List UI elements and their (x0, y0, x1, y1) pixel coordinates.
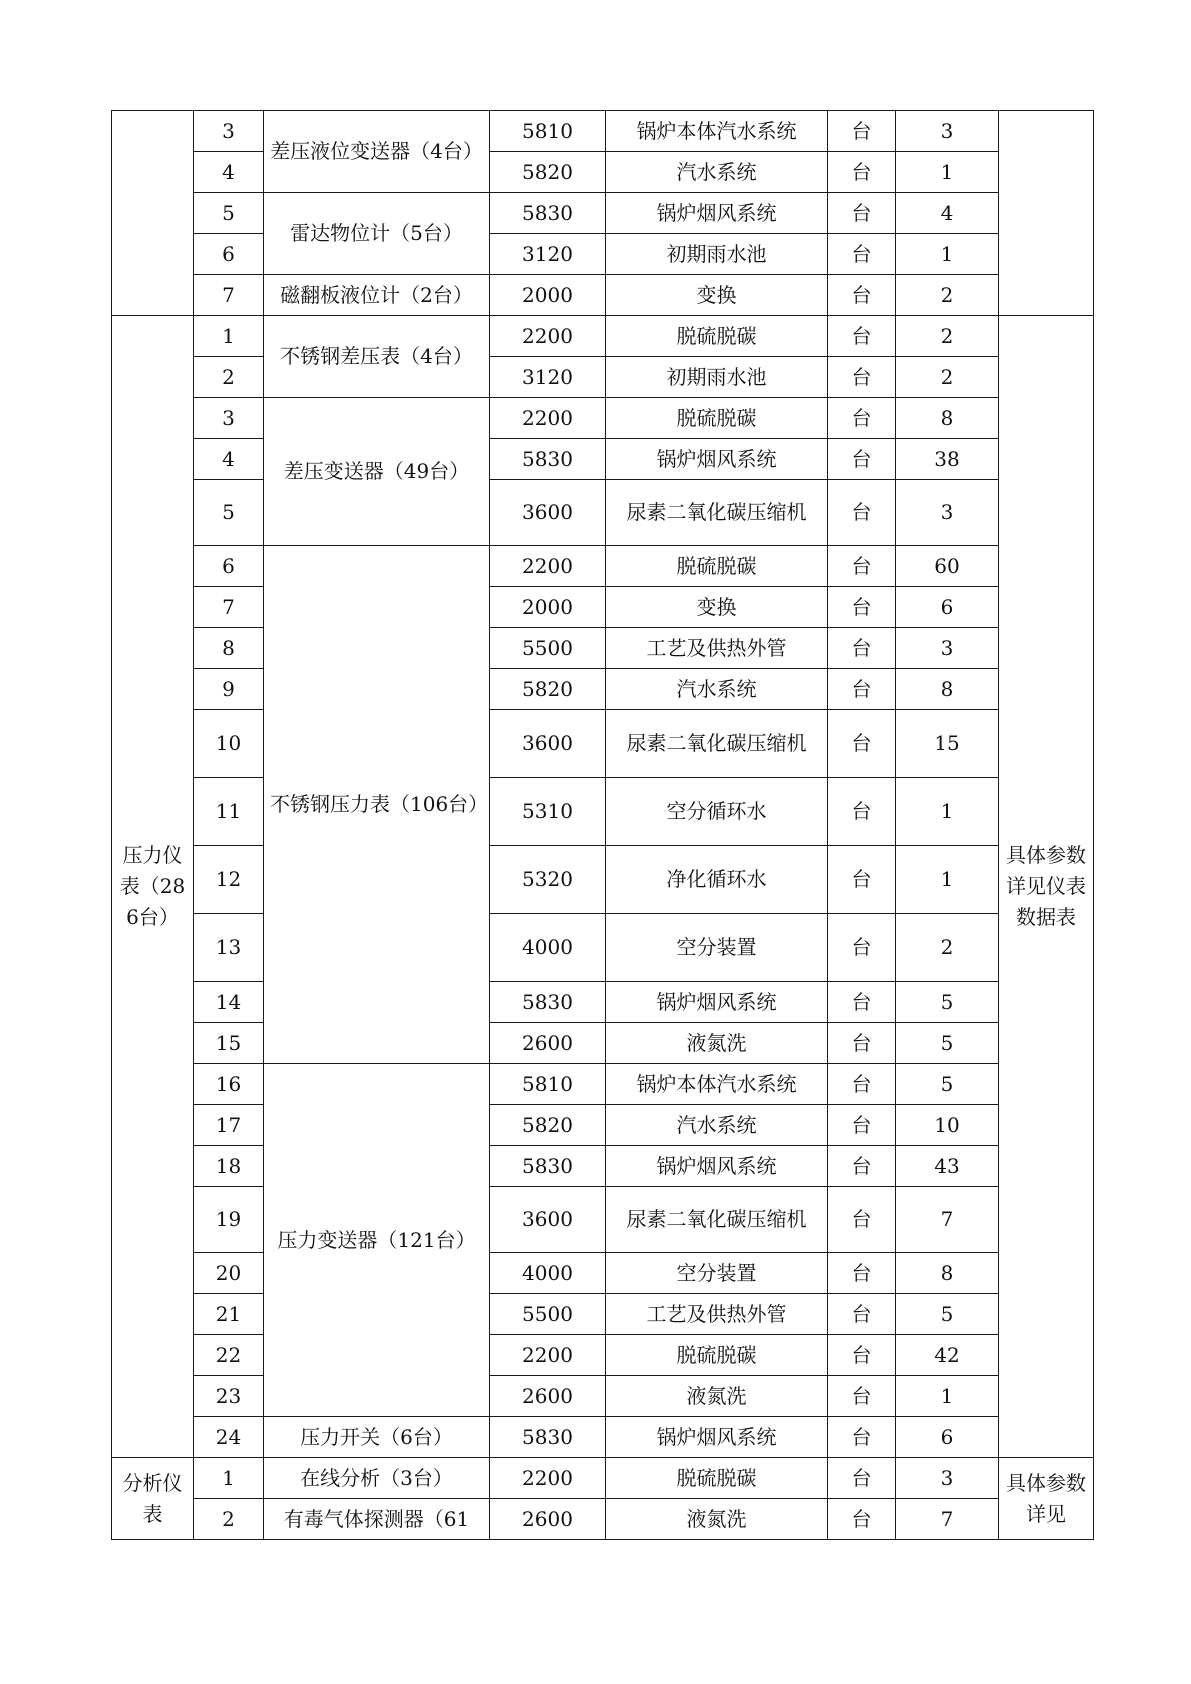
serial-number-cell: 12 (194, 846, 264, 914)
table-row (112, 546, 1094, 587)
table-row (112, 1253, 1094, 1294)
area-code-cell: 2200 (490, 1335, 606, 1376)
quantity-cell: 3 (896, 1458, 999, 1499)
serial-number-cell: 1 (194, 1458, 264, 1499)
serial-number-cell: 21 (194, 1294, 264, 1335)
serial-number-cell: 18 (194, 1146, 264, 1187)
system-cell: 初期雨水池 (606, 234, 828, 275)
serial-number-cell: 16 (194, 1064, 264, 1105)
serial-number-cell: 19 (194, 1187, 264, 1253)
table-row (112, 1294, 1094, 1335)
area-code-cell: 2600 (490, 1023, 606, 1064)
quantity-cell: 5 (896, 1064, 999, 1105)
system-cell: 液氮洗 (606, 1023, 828, 1064)
serial-number-cell: 17 (194, 1105, 264, 1146)
system-cell: 锅炉本体汽水系统 (606, 111, 828, 152)
system-cell: 尿素二氧化碳压缩机 (606, 480, 828, 546)
system-cell: 脱硫脱碳 (606, 546, 828, 587)
system-cell: 空分循环水 (606, 778, 828, 846)
remark-cell: 具体参数详见 (999, 1458, 1094, 1540)
area-code-cell: 5830 (490, 1146, 606, 1187)
area-code-cell: 5500 (490, 628, 606, 669)
unit-cell: 台 (828, 1499, 896, 1540)
quantity-cell: 1 (896, 778, 999, 846)
system-cell: 脱硫脱碳 (606, 1335, 828, 1376)
unit-cell: 台 (828, 1064, 896, 1105)
system-cell: 汽水系统 (606, 669, 828, 710)
remark-cell (999, 111, 1094, 316)
unit-cell: 台 (828, 982, 896, 1023)
quantity-cell: 8 (896, 669, 999, 710)
quantity-cell: 2 (896, 275, 999, 316)
system-cell: 锅炉本体汽水系统 (606, 1064, 828, 1105)
table-row (112, 914, 1094, 982)
quantity-cell: 6 (896, 1417, 999, 1458)
quantity-cell: 3 (896, 628, 999, 669)
unit-cell: 台 (828, 234, 896, 275)
unit-cell: 台 (828, 1335, 896, 1376)
area-code-cell: 5820 (490, 1105, 606, 1146)
area-code-cell: 2200 (490, 398, 606, 439)
serial-number-cell: 11 (194, 778, 264, 846)
system-cell: 变换 (606, 587, 828, 628)
unit-cell: 台 (828, 710, 896, 778)
system-cell: 净化循环水 (606, 846, 828, 914)
instrument-name-cell: 差压变送器（49台） (264, 398, 490, 546)
serial-number-cell: 9 (194, 669, 264, 710)
quantity-cell: 1 (896, 846, 999, 914)
table-row (112, 1376, 1094, 1417)
category-cell: 压力仪表（286台） (112, 316, 194, 1458)
system-cell: 空分装置 (606, 1253, 828, 1294)
system-cell: 脱硫脱碳 (606, 1458, 828, 1499)
instrument-name-cell: 雷达物位计（5台） (264, 193, 490, 275)
serial-number-cell: 2 (194, 1499, 264, 1540)
serial-number-cell: 24 (194, 1417, 264, 1458)
system-cell: 工艺及供热外管 (606, 1294, 828, 1335)
serial-number-cell: 5 (194, 480, 264, 546)
area-code-cell: 2000 (490, 587, 606, 628)
quantity-cell: 10 (896, 1105, 999, 1146)
system-cell: 工艺及供热外管 (606, 628, 828, 669)
area-code-cell: 5810 (490, 111, 606, 152)
quantity-cell: 5 (896, 982, 999, 1023)
table-row (112, 710, 1094, 778)
quantity-cell: 3 (896, 111, 999, 152)
serial-number-cell: 8 (194, 628, 264, 669)
quantity-cell: 38 (896, 439, 999, 480)
unit-cell: 台 (828, 1023, 896, 1064)
instrument-name-cell: 在线分析（3台） (264, 1458, 490, 1499)
serial-number-cell: 4 (194, 152, 264, 193)
unit-cell: 台 (828, 546, 896, 587)
system-cell: 汽水系统 (606, 152, 828, 193)
table-row (112, 1335, 1094, 1376)
unit-cell: 台 (828, 316, 896, 357)
instrument-name-cell: 压力开关（6台） (264, 1417, 490, 1458)
table-row (112, 982, 1094, 1023)
system-cell: 锅炉烟风系统 (606, 982, 828, 1023)
unit-cell: 台 (828, 275, 896, 316)
serial-number-cell: 22 (194, 1335, 264, 1376)
quantity-cell: 1 (896, 234, 999, 275)
quantity-cell: 3 (896, 480, 999, 546)
instrument-name-cell: 差压液位变送器（4台） (264, 111, 490, 193)
serial-number-cell: 10 (194, 710, 264, 778)
area-code-cell: 2600 (490, 1499, 606, 1540)
serial-number-cell: 7 (194, 587, 264, 628)
table-row (112, 152, 1094, 193)
area-code-cell: 5820 (490, 669, 606, 710)
quantity-cell: 60 (896, 546, 999, 587)
instrument-name-cell: 不锈钢差压表（4台） (264, 316, 490, 398)
system-cell: 脱硫脱碳 (606, 316, 828, 357)
serial-number-cell: 23 (194, 1376, 264, 1417)
system-cell: 脱硫脱碳 (606, 398, 828, 439)
table-row (112, 628, 1094, 669)
system-cell: 液氮洗 (606, 1499, 828, 1540)
area-code-cell: 5820 (490, 152, 606, 193)
area-code-cell: 5830 (490, 1417, 606, 1458)
system-cell: 初期雨水池 (606, 357, 828, 398)
table-row (112, 846, 1094, 914)
quantity-cell: 2 (896, 316, 999, 357)
system-cell: 锅炉烟风系统 (606, 1417, 828, 1458)
unit-cell: 台 (828, 587, 896, 628)
quantity-cell: 15 (896, 710, 999, 778)
quantity-cell: 6 (896, 587, 999, 628)
system-cell: 尿素二氧化碳压缩机 (606, 1187, 828, 1253)
table-row (112, 669, 1094, 710)
serial-number-cell: 13 (194, 914, 264, 982)
unit-cell: 台 (828, 1105, 896, 1146)
unit-cell: 台 (828, 914, 896, 982)
system-cell: 锅炉烟风系统 (606, 193, 828, 234)
unit-cell: 台 (828, 111, 896, 152)
system-cell: 汽水系统 (606, 1105, 828, 1146)
quantity-cell: 8 (896, 1253, 999, 1294)
system-cell: 锅炉烟风系统 (606, 1146, 828, 1187)
table-row (112, 1458, 1094, 1499)
table-row (112, 1146, 1094, 1187)
area-code-cell: 3120 (490, 357, 606, 398)
area-code-cell: 2600 (490, 1376, 606, 1417)
table-row (112, 439, 1094, 480)
area-code-cell: 3600 (490, 480, 606, 546)
serial-number-cell: 3 (194, 398, 264, 439)
area-code-cell: 5320 (490, 846, 606, 914)
quantity-cell: 2 (896, 914, 999, 982)
table-row (112, 1417, 1094, 1458)
unit-cell: 台 (828, 1376, 896, 1417)
instrument-table (111, 110, 1094, 1540)
system-cell: 变换 (606, 275, 828, 316)
table-row (112, 1105, 1094, 1146)
table-row (112, 1187, 1094, 1253)
quantity-cell: 43 (896, 1146, 999, 1187)
serial-number-cell: 7 (194, 275, 264, 316)
unit-cell: 台 (828, 152, 896, 193)
unit-cell: 台 (828, 1458, 896, 1499)
system-cell: 空分装置 (606, 914, 828, 982)
table-row (112, 193, 1094, 234)
serial-number-cell: 2 (194, 357, 264, 398)
area-code-cell: 3120 (490, 234, 606, 275)
category-cell (112, 111, 194, 316)
quantity-cell: 1 (896, 152, 999, 193)
system-cell: 尿素二氧化碳压缩机 (606, 710, 828, 778)
table-row (112, 480, 1094, 546)
serial-number-cell: 6 (194, 234, 264, 275)
area-code-cell: 2200 (490, 316, 606, 357)
table-row (112, 778, 1094, 846)
instrument-name-cell: 有毒气体探测器（61 (264, 1499, 490, 1540)
quantity-cell: 1 (896, 1376, 999, 1417)
unit-cell: 台 (828, 669, 896, 710)
quantity-cell: 5 (896, 1294, 999, 1335)
remark-cell: 具体参数详见仪表数据表 (999, 316, 1094, 1458)
area-code-cell: 5810 (490, 1064, 606, 1105)
quantity-cell: 8 (896, 398, 999, 439)
category-cell: 分析仪表 (112, 1458, 194, 1540)
area-code-cell: 3600 (490, 1187, 606, 1253)
area-code-cell: 2000 (490, 275, 606, 316)
table-row (112, 1499, 1094, 1540)
serial-number-cell: 5 (194, 193, 264, 234)
unit-cell: 台 (828, 778, 896, 846)
unit-cell: 台 (828, 193, 896, 234)
quantity-cell: 4 (896, 193, 999, 234)
unit-cell: 台 (828, 439, 896, 480)
area-code-cell: 4000 (490, 1253, 606, 1294)
area-code-cell: 5500 (490, 1294, 606, 1335)
quantity-cell: 7 (896, 1187, 999, 1253)
quantity-cell: 5 (896, 1023, 999, 1064)
unit-cell: 台 (828, 1187, 896, 1253)
unit-cell: 台 (828, 628, 896, 669)
instrument-name-cell: 压力变送器（121台） (264, 1064, 490, 1417)
table-row (112, 275, 1094, 316)
table-row (112, 587, 1094, 628)
serial-number-cell: 1 (194, 316, 264, 357)
area-code-cell: 2200 (490, 546, 606, 587)
serial-number-cell: 14 (194, 982, 264, 1023)
area-code-cell: 5830 (490, 982, 606, 1023)
instrument-name-cell: 磁翻板液位计（2台） (264, 275, 490, 316)
table-row (112, 1064, 1094, 1105)
serial-number-cell: 20 (194, 1253, 264, 1294)
table-row (112, 234, 1094, 275)
table-row (112, 1023, 1094, 1064)
unit-cell: 台 (828, 357, 896, 398)
unit-cell: 台 (828, 1294, 896, 1335)
unit-cell: 台 (828, 398, 896, 439)
table-row (112, 398, 1094, 439)
unit-cell: 台 (828, 1253, 896, 1294)
area-code-cell: 4000 (490, 914, 606, 982)
serial-number-cell: 3 (194, 111, 264, 152)
area-code-cell: 2200 (490, 1458, 606, 1499)
unit-cell: 台 (828, 1146, 896, 1187)
serial-number-cell: 15 (194, 1023, 264, 1064)
quantity-cell: 42 (896, 1335, 999, 1376)
quantity-cell: 2 (896, 357, 999, 398)
system-cell: 锅炉烟风系统 (606, 439, 828, 480)
system-cell: 液氮洗 (606, 1376, 828, 1417)
area-code-cell: 5830 (490, 193, 606, 234)
table-row (112, 357, 1094, 398)
unit-cell: 台 (828, 480, 896, 546)
table-row (112, 316, 1094, 357)
area-code-cell: 5830 (490, 439, 606, 480)
area-code-cell: 5310 (490, 778, 606, 846)
area-code-cell: 3600 (490, 710, 606, 778)
serial-number-cell: 4 (194, 439, 264, 480)
serial-number-cell: 6 (194, 546, 264, 587)
quantity-cell: 7 (896, 1499, 999, 1540)
unit-cell: 台 (828, 846, 896, 914)
unit-cell: 台 (828, 1417, 896, 1458)
table-row (112, 111, 1094, 152)
instrument-name-cell: 不锈钢压力表（106台） (264, 546, 490, 1064)
